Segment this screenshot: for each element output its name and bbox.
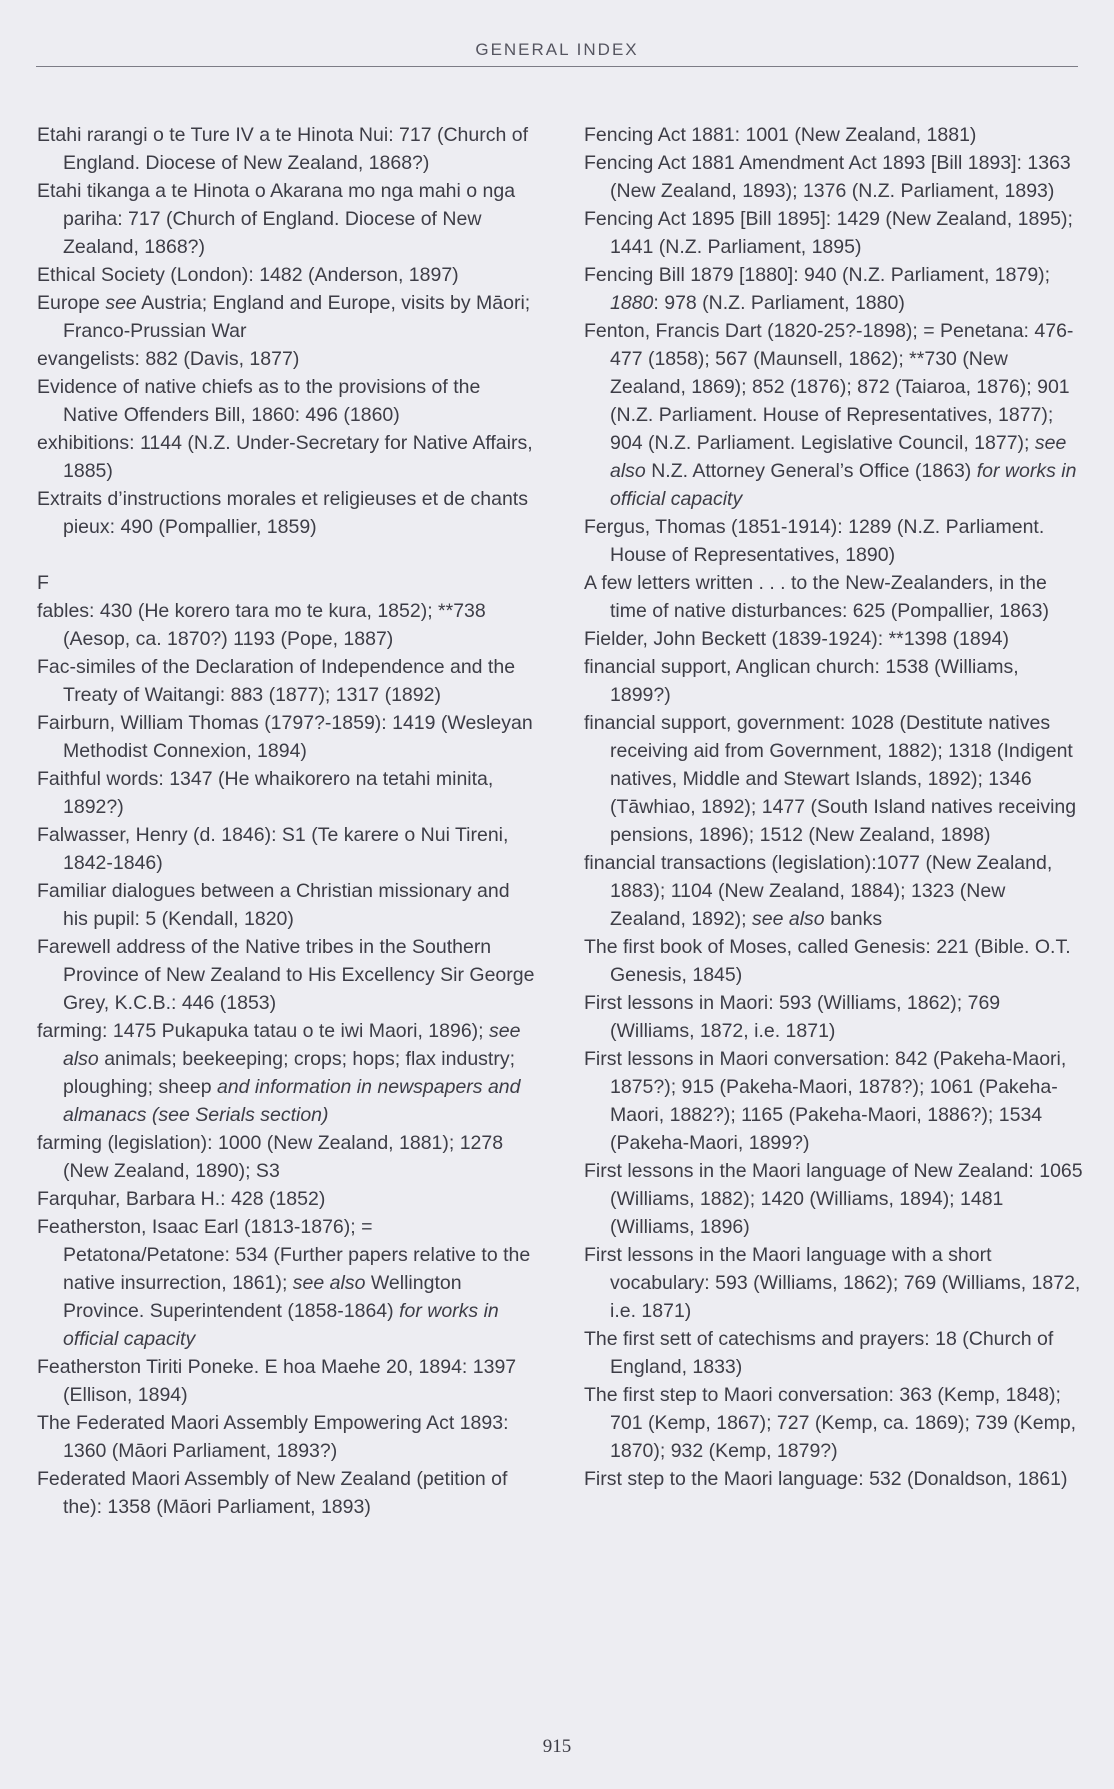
index-column-left xyxy=(37,121,537,1521)
entry-text: Fac-similes of the Declaration of Independence and the Treaty of Waitangi: 883 (1877); 1317 (1892) xyxy=(37,656,516,706)
entry-text: First lessons in the Maori language of New Zealand: 1065 (Williams, 1882); 1420 (Williams, 1894); 1481 (Williams, 1896) xyxy=(584,1160,1083,1238)
section-letter: F xyxy=(37,572,49,594)
entry-text-italic: 1880 xyxy=(610,292,654,314)
index-entry xyxy=(584,1465,1084,1493)
index-entry xyxy=(584,569,1084,625)
entry-text: animals; beekeeping; crops; hops; flax industry; ploughing; sheep xyxy=(63,1048,516,1098)
index-entry xyxy=(584,653,1084,709)
entry-text: Etahi tikanga a te Hinota o Akarana mo nga mahi o nga pariha: 717 (Church of England. Diocese of New Zealand, 1868?) xyxy=(37,180,516,258)
index-entry xyxy=(37,597,537,653)
entry-text-italic: for works in official capacity xyxy=(610,460,1077,510)
entry-text: Fergus, Thomas (1851-1914): 1289 (N.Z. Parliament. House of Representatives, 1890) xyxy=(584,516,1045,566)
index-entry xyxy=(584,849,1084,933)
index-entry xyxy=(584,1381,1084,1465)
entry-text: exhibitions: 1144 (N.Z. Under-Secretary for Native Affairs, 1885) xyxy=(37,432,533,482)
entry-text: First lessons in Maori: 593 (Williams, 1862); 769 (Williams, 1872, i.e. 1871) xyxy=(584,992,1001,1042)
entry-text-italic: and information in newspapers and almanacs (see Serials section) xyxy=(63,1076,521,1126)
index-entry xyxy=(584,317,1084,513)
index-column-right xyxy=(584,121,1084,1493)
entry-text: First step to the Maori language: 532 (Donaldson, 1861) xyxy=(584,1468,1068,1490)
entry-text-italic: see also xyxy=(63,1020,521,1070)
page-number: 915 xyxy=(542,1736,572,1757)
entry-text-italic: see also xyxy=(292,1272,366,1294)
index-entry xyxy=(584,1325,1084,1381)
index-entry xyxy=(584,933,1084,989)
index-entry xyxy=(37,877,537,933)
index-entry xyxy=(37,373,537,429)
index-entry xyxy=(584,1241,1084,1325)
index-entry xyxy=(37,345,537,373)
entry-text-italic: see also xyxy=(752,908,825,930)
entry-text: Austria; England and Europe, visits by Māori; Franco-Prussian War xyxy=(63,292,531,342)
index-entry xyxy=(37,1409,537,1465)
index-entry xyxy=(584,513,1084,569)
entry-text: : 978 (N.Z. Parliament, 1880) xyxy=(653,292,905,314)
index-entry xyxy=(584,625,1084,653)
entry-text: farming (legislation): 1000 (New Zealand, 1881); 1278 (New Zealand, 1890); S3 xyxy=(37,1132,504,1182)
entry-text: Etahi rarangi o te Ture IV a te Hinota Nui: 717 (Church of England. Diocese of New Zealand, 1868?) xyxy=(37,124,529,174)
entry-text: farming: 1475 Pukapuka tatau o te iwi Maori, 1896); xyxy=(37,1020,490,1042)
index-entry xyxy=(584,205,1084,261)
index-entry xyxy=(37,121,537,177)
index-entry xyxy=(584,261,1084,317)
entry-text-italic: see also xyxy=(610,432,1067,482)
index-entry xyxy=(37,933,537,1017)
index-entry xyxy=(37,261,537,289)
index-entry xyxy=(37,709,537,765)
entry-text: Fencing Bill 1879 [1880]: 940 (N.Z. Parliament, 1879); xyxy=(584,264,1051,286)
index-entry xyxy=(37,821,537,877)
index-entry xyxy=(584,709,1084,849)
entry-text: Fielder, John Beckett (1839-1924): **1398 (1894) xyxy=(584,628,1009,650)
entry-text-italic: see xyxy=(105,292,137,314)
page-header: GENERAL INDEX xyxy=(475,40,639,59)
index-entry xyxy=(37,1017,537,1129)
entry-text: financial transactions (legislation):1077 (New Zealand, 1883); 1104 (New Zealand, 1884); 1323 (New Zealand, 1892); xyxy=(584,852,1053,930)
index-entry xyxy=(37,485,537,541)
index-entry xyxy=(37,1465,537,1521)
entry-text: banks xyxy=(824,908,883,930)
entry-text: financial support, government: 1028 (Destitute natives receiving aid from Government, 1882); 1318 (Indigent natives, Middle and Stewart Islands, 1892); 1346 (Tāwhiao, 1892); 1477 (South Island natives receiving pensions, 1896); 1512 (New Zealand, 1898) xyxy=(584,712,1077,846)
entry-text: Fencing Act 1881 Amendment Act 1893 [Bill 1893]: 1363 (New Zealand, 1893); 1376 (N.Z. Parliament, 1893) xyxy=(584,152,1071,202)
index-entry xyxy=(37,177,537,261)
entry-text: Fencing Act 1881: 1001 (New Zealand, 1881) xyxy=(584,124,977,146)
entry-text: Falwasser, Henry (d. 1846): S1 (Te karere o Nui Tireni, 1842-1846) xyxy=(37,824,509,874)
index-entry xyxy=(37,289,537,345)
index-entry xyxy=(37,429,537,485)
header-rule xyxy=(36,66,1078,67)
entry-text: Fenton, Francis Dart (1820-25?-1898); = Penetana: 476-477 (1858); 567 (Maunsell, 1862); **730 (New Zealand, 1869); 852 (1876); 872 (Taiaroa, 1876); 901 (N.Z. Parliament. House of Representatives, 1877); 904 (N.Z. Parliament. Legislative Council, 1877); xyxy=(584,320,1074,454)
entry-text: Fairburn, William Thomas (1797?-1859): 1419 (Wesleyan Methodist Connexion, 1894) xyxy=(37,712,533,762)
entry-text: First lessons in Maori conversation: 842 (Pakeha-Maori, 1875?); 915 (Pakeha-Maori, 1878?); 1061 (Pakeha-Maori, 1882?); 1165 (Pakeha-Maori, 1886?); 1534 (Pakeha-Maori, 1899?) xyxy=(584,1048,1067,1154)
entry-text: evangelists: 882 (Davis, 1877) xyxy=(37,348,300,370)
entry-text: A few letters written . . . to the New-Zealanders, in the time of native disturbances: 625 (Pompallier, 1863) xyxy=(584,572,1049,622)
index-entry xyxy=(37,1185,537,1213)
index-entry xyxy=(584,1157,1084,1241)
entry-text: The Federated Maori Assembly Empowering Act 1893: 1360 (Māori Parliament, 1893?) xyxy=(37,1412,509,1462)
entry-text: Fencing Act 1895 [Bill 1895]: 1429 (New Zealand, 1895); 1441 (N.Z. Parliament, 1895) xyxy=(584,208,1073,258)
entry-text: fables: 430 (He korero tara mo te kura, 1852); **738 (Aesop, ca. 1870?) 1193 (Pope, 1887) xyxy=(37,600,486,650)
index-entry xyxy=(37,765,537,821)
entry-text: The first book of Moses, called Genesis: 221 (Bible. O.T. Genesis, 1845) xyxy=(584,936,1071,986)
entry-text: N.Z. Attorney General’s Office (1863) xyxy=(645,460,977,482)
entry-text: Europe xyxy=(37,292,106,314)
entry-text: Featherston Tiriti Poneke. E hoa Maehe 20, 1894: 1397 (Ellison, 1894) xyxy=(37,1356,517,1406)
entry-text: The first step to Maori conversation: 363 (Kemp, 1848); 701 (Kemp, 1867); 727 (Kemp, ca. 1869); 739 (Kemp, 1870); 932 (Kemp, 1879?) xyxy=(584,1384,1077,1462)
entry-text: The first sett of catechisms and prayers: 18 (Church of England, 1833) xyxy=(584,1328,1054,1378)
entry-text: Federated Maori Assembly of New Zealand (petition of the): 1358 (Māori Parliament, 1893) xyxy=(37,1468,508,1518)
entry-text: financial support, Anglican church: 1538 (Williams, 1899?) xyxy=(584,656,1019,706)
index-entry xyxy=(584,121,1084,149)
index-entry xyxy=(584,989,1084,1045)
entry-text: Featherston, Isaac Earl (1813-1876); = Petatona/Petatone: 534 (Further papers relative to the native insurrection, 1861); xyxy=(37,1216,531,1294)
index-entry xyxy=(37,653,537,709)
entry-text: Farewell address of the Native tribes in the Southern Province of New Zealand to His Excellency Sir George Grey, K.C.B.: 446 (1853) xyxy=(37,936,535,1014)
entry-text-italic: for works in official capacity xyxy=(63,1300,499,1350)
index-entry xyxy=(37,1129,537,1185)
entry-text: First lessons in the Maori language with a short vocabulary: 593 (Williams, 1862); 769 (Williams, 1872, i.e. 1871) xyxy=(584,1244,1081,1322)
index-entry xyxy=(37,1213,537,1353)
index-entry xyxy=(37,1353,537,1409)
entry-text: Wellington Province. Superintendent (1858-1864) xyxy=(63,1272,462,1322)
index-entry xyxy=(584,149,1084,205)
entry-text: Faithful words: 1347 (He whaikorero na tetahi minita, 1892?) xyxy=(37,768,494,818)
entry-text: Extraits d’instructions morales et religieuses et de chants pieux: 490 (Pompallier, 1859) xyxy=(37,488,528,538)
entry-text: Ethical Society (London): 1482 (Anderson, 1897) xyxy=(37,264,459,286)
entry-text: Evidence of native chiefs as to the provisions of the Native Offenders Bill, 1860: 496 (1860) xyxy=(37,376,481,426)
entry-text: Familiar dialogues between a Christian missionary and his pupil: 5 (Kendall, 1820) xyxy=(37,880,510,930)
index-entry xyxy=(584,1045,1084,1157)
entry-text: Farquhar, Barbara H.: 428 (1852) xyxy=(37,1188,326,1210)
